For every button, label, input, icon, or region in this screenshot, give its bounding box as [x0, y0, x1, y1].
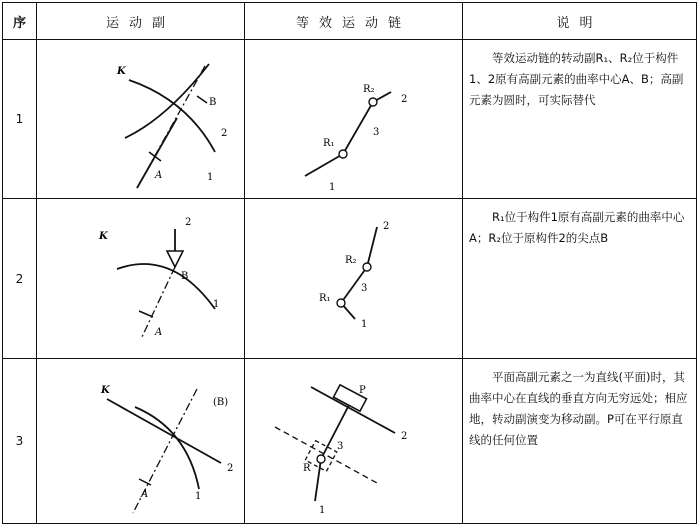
label-link1: 1	[329, 182, 336, 194]
label-link3: 3	[373, 127, 380, 139]
description-3: 平面高副元素之一为直线(平面)时，其曲率中心在直线的垂直方向无穷远处；相应地，转动副演变为移动副。P可在平行原直线的任何位置	[463, 359, 697, 524]
label-link2: 2	[227, 463, 234, 475]
label-k: K	[101, 385, 110, 397]
revolute-joint-r2	[363, 263, 371, 271]
revolute-joint-r	[317, 455, 325, 463]
linkage-figure-2	[245, 198, 463, 359]
label-p: P	[359, 385, 366, 397]
header-seq: 序	[3, 3, 37, 40]
label-r1: R₁	[323, 138, 335, 150]
label-r2: R₂	[345, 254, 357, 266]
label-r: R	[303, 463, 311, 475]
pair-diagram-2	[37, 199, 243, 357]
pair-figure-3	[37, 359, 245, 524]
linkage-diagram-1	[245, 40, 461, 196]
label-link2: 2	[221, 128, 228, 140]
revolute-joint-r2	[369, 98, 377, 106]
label-link3: 3	[361, 282, 368, 294]
linkage-figure-1	[245, 40, 463, 199]
label-r1: R₁	[319, 292, 331, 304]
label-a: A	[155, 326, 163, 338]
linkage-diagram-2	[245, 199, 461, 357]
row-seq: 3	[3, 359, 37, 524]
linkage-figure-3	[245, 359, 463, 524]
label-k: K	[117, 66, 126, 78]
pair-diagram-1	[37, 40, 243, 196]
revolute-joint-r1	[337, 299, 345, 307]
label-k: K	[99, 230, 108, 242]
header-kinematic-pair: 运动副	[37, 3, 245, 40]
revolute-joint-r1	[339, 150, 347, 158]
label-link2: 2	[185, 216, 192, 228]
label-link1: 1	[319, 505, 326, 517]
table-row-1	[3, 40, 697, 199]
table-row-2	[3, 198, 697, 359]
label-b: B	[181, 270, 189, 282]
label-link2: 2	[401, 431, 408, 443]
description-2: R₁位于构件1原有高副元素的曲率中心A；R₂位于原构件2的尖点B	[463, 198, 697, 359]
label-b: (B)	[213, 397, 229, 409]
label-b: B	[209, 97, 217, 109]
row-seq: 2	[3, 198, 37, 359]
label-link2: 2	[383, 220, 390, 232]
cam-follower-tip	[167, 251, 183, 267]
label-r2: R₂	[363, 84, 375, 96]
label-a: A	[155, 170, 163, 182]
header-description: 说明	[463, 3, 697, 40]
description-1: 等效运动链的转动副R₁、R₂位于构件1、2原有高副元素的曲率中心A、B；高副元素为圆时，可实际替代	[463, 40, 697, 199]
table-row-3	[3, 359, 697, 524]
header-row	[3, 3, 697, 40]
pair-figure-2	[37, 198, 245, 359]
header-equivalent-linkage: 等效运动链	[245, 3, 463, 40]
pair-diagram-3	[37, 359, 243, 521]
pair-figure-1	[37, 40, 245, 199]
label-link3: 3	[337, 441, 344, 453]
label-link1: 1	[361, 318, 368, 330]
label-a: A	[141, 489, 149, 501]
label-link2: 2	[401, 94, 408, 106]
label-link1: 1	[213, 298, 220, 310]
kinematic-pair-table	[2, 2, 697, 524]
label-link1: 1	[195, 491, 202, 503]
linkage-diagram-3	[245, 359, 461, 521]
label-link1: 1	[207, 172, 214, 184]
row-seq: 1	[3, 40, 37, 199]
